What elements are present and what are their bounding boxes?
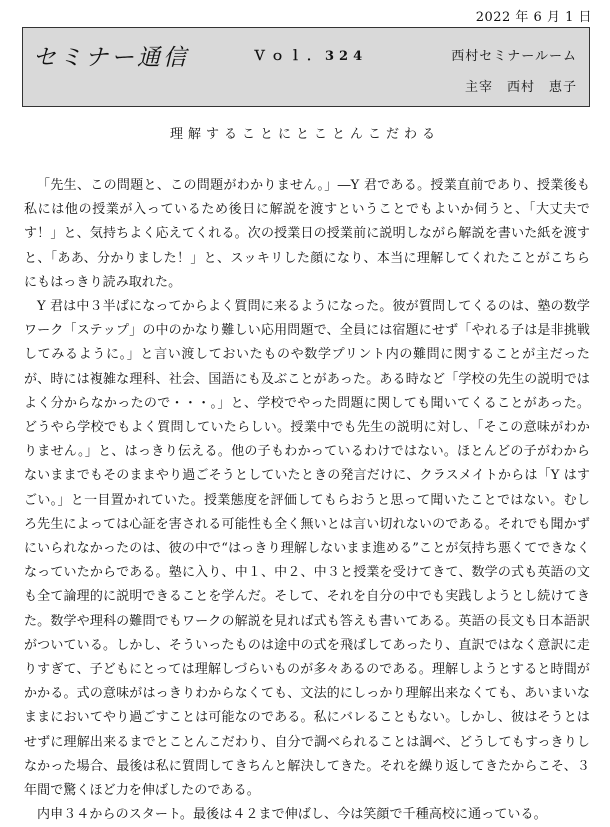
- newsletter-title: セミナー通信: [33, 45, 189, 71]
- owner-name: 主宰 西村 恵子: [464, 80, 577, 95]
- paragraph: 内申３４からのスタート。最後は４２まで伸ばし、今は笑顔で千種高校に通っている。: [37, 807, 547, 823]
- organization-name: 西村セミナールーム: [451, 49, 577, 64]
- article-body: [24, 174, 590, 827]
- paragraph: Y 君は中３半ばになってからよく質問に来るようになった。彼が質問してくるのは、塾の数学ワーク「ステップ」の中のかなり難しい応用問題で、全員には宿題にせず「やれる子は是非挑戦してみるように。」と言い渡しておいたものや数学プリント内の難問に関することが主だったが、時には複雑な理科、社会、国語にも及ぶことがあった。ある時など「学校の先生の説明ではよく分からなかったので・・・。」と、学校でやった問題に関しても聞いてくることがあった。どうやら学校でもよく質問していたらしい。授業中でも先生の説明に対し、「そこの意味がわかりません。」と、はっきり伝える。他の子もわかっているわけではない。ほとんどの子がわからないままでもそのままやり過ごそうとしていたときの発言だけに、クラスメイトからは「Y はすごい。」と一目置かれていた。授業態度を評価してもらおうと思って聞いたことではない。むしろ先生によっては心証を害される可能性も全く無いとは言い切れないのである。それでも聞かずにいられなかったのは、彼の中で“はっきり理解しないまま進める”ことが気持ち悪くてできなくなっていたからである。塾に入り、中１、中２、中３と授業を受けてきて、数学の式も英語の文も全て論理的に説明できることを学んだ。そして、それを自分の中でも実践しようとし続けてきた。数学や理科の難問でもワークの解説を見れば式も答えも書いてある。英語の長文も日本語訳がついている。しかし、そういったものは途中の式を飛ばしてあったり、直訳ではなく意訳に走りすぎて、子どもにとっては理解しづらいものが多々あるのである。理解しようとすると時間がかかる。式の意味がはっきりわからなくても、文法的にしっかり理解出来なくても、あいまいなままにおいてやり過ごすことは可能なのである。私にバレることもない。しかし、彼はそうとはせずに理解出来るまでとことんこだわり、自分で調べられることは調べ、どうしてもすっきりしなかった場合、最後は私に質問してきちんと解決してきた。それを繰り返してきたからこそ、３年間で驚くほど力を伸ばしたのである。: [24, 299, 590, 799]
- article-title: 理解することにとことんこだわる: [169, 127, 440, 142]
- paragraph: 「先生、この問題と、この問題がわかりません。」―Y 君である。授業直前であり、授業後も私には他の授業が入っているため後日に解説を渡すということでもよいか伺うと、「大丈夫です！」と、気持ちよく応えてくれる。次の授業日の授業前に説明しながら解説を書いた紙を渡すと、「ああ、分かりました！」と、スッキリした顔になり、本当に理解してくれたことがこちらにもはっきり読み取れた。: [24, 178, 590, 290]
- issue-date: 2022 年 6 月 1 日: [475, 10, 592, 25]
- newsletter-header: [22, 27, 590, 107]
- volume-number: Ｖｏｌ．324: [253, 49, 368, 64]
